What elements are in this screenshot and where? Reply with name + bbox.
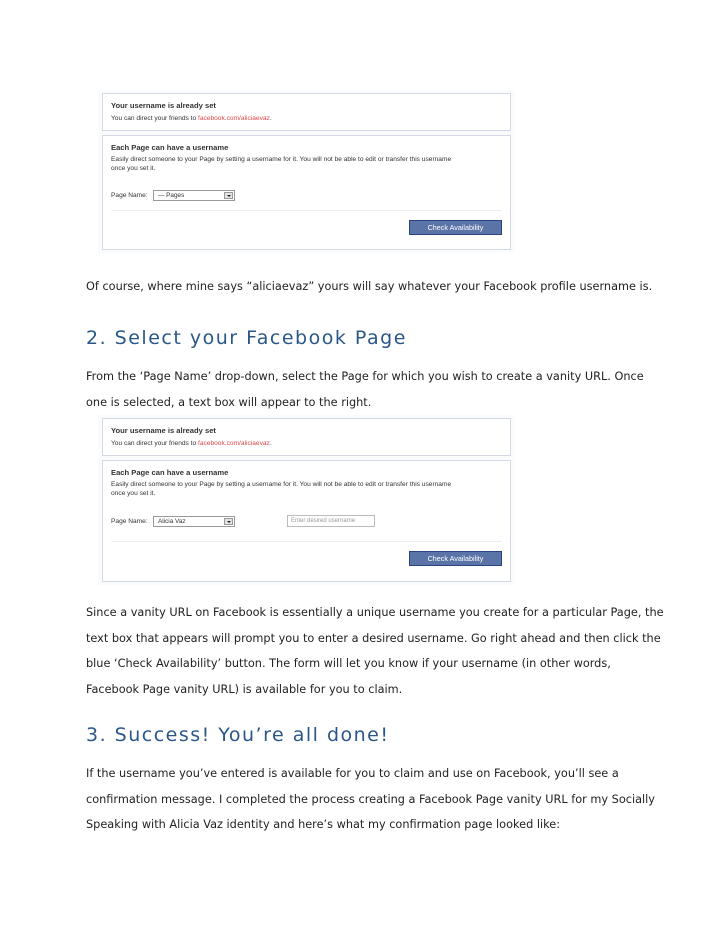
page-username-box	[102, 460, 511, 582]
page-username-desc-line1: Easily direct someone to your Page by setting a username for it. You will not be able to edit or transfer this username	[111, 481, 452, 488]
heading-success: 3. Success! You’re all done!	[86, 724, 390, 746]
page-username-title: Each Page can have a username	[111, 143, 229, 152]
divider	[111, 541, 502, 542]
username-set-box	[102, 418, 511, 456]
username-set-text: You can direct your friends to facebook.com/aliciaevaz.	[111, 115, 272, 122]
screenshot-figure-1	[98, 90, 515, 253]
heading-select-page: 2. Select your Facebook Page	[86, 327, 407, 349]
profile-url-link[interactable]: facebook.com/aliciaevaz	[198, 115, 270, 122]
username-set-title: Your username is already set	[111, 426, 216, 435]
paragraph-confirmation: If the username you’ve entered is available for you to claim and use on Facebook, you’ll see a confirmation message. I completed the process creating a Facebook Page vanity URL for my Socially Speaking with Alicia Vaz identity and here’s what my confirmation page looked like:	[86, 767, 655, 831]
divider	[111, 210, 502, 211]
page-username-box	[102, 135, 511, 250]
username-set-text: You can direct your friends to facebook.com/aliciaevaz.	[111, 440, 272, 447]
paragraph-profile-username: Of course, where mine says “aliciaevaz” yours will say whatever your Facebook profile username is.	[86, 280, 653, 293]
page-name-select[interactable]: — Pages	[153, 190, 235, 201]
page-name-select[interactable]: Alicia Vaz	[153, 516, 235, 527]
chevron-down-icon	[224, 518, 233, 525]
screenshot-figure-2	[98, 415, 515, 585]
desired-username-input[interactable]: Enter desired username	[287, 515, 375, 527]
chevron-down-icon	[224, 192, 233, 199]
username-set-title: Your username is already set	[111, 101, 216, 110]
page-name-label: Page Name:	[111, 192, 148, 199]
page-username-title: Each Page can have a username	[111, 468, 229, 477]
paragraph-page-name-dropdown: From the ‘Page Name’ drop-down, select the Page for which you wish to create a vanity URL. Once one is selected, a text box will appear to the right.	[86, 370, 644, 409]
page-username-desc-line2: once you set it.	[111, 490, 156, 497]
paragraph-vanity-url-explanation: Since a vanity URL on Facebook is essentially a unique username you create for a particular Page, the text box that appears will prompt you to enter a desired username. Go right ahead and then click the blue ‘Check Availability’ button. The form will let you know if your username (in other words, Facebook Page vanity URL) is available for you to claim.	[86, 606, 664, 696]
page-username-desc-line1: Easily direct someone to your Page by setting a username for it. You will not be able to edit or transfer this username	[111, 156, 452, 163]
username-set-box	[102, 93, 511, 131]
page-name-label: Page Name:	[111, 518, 148, 525]
profile-url-link[interactable]: facebook.com/aliciaevaz	[198, 440, 270, 447]
page-username-desc-line2: once you set it.	[111, 165, 156, 172]
check-availability-button[interactable]: Check Availability	[409, 220, 502, 235]
check-availability-button[interactable]: Check Availability	[409, 551, 502, 566]
